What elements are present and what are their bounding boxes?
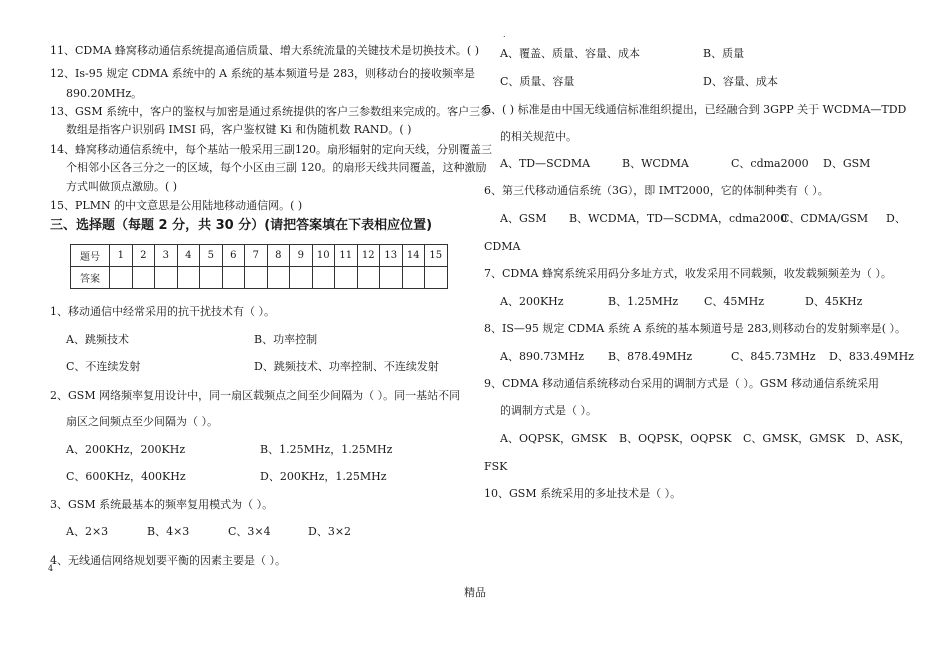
- answer-cell[interactable]: [335, 267, 358, 289]
- choice-1-option-c: C、不连续发射: [66, 360, 141, 373]
- section-title: 三、选择题（每题 2 分，共 30 分）(请把答案填在下表相应位置): [50, 218, 433, 233]
- choice-4: 4、无线通信网络规划要平衡的因素主要是（ ）。: [50, 554, 286, 567]
- table-header-answer: 答案: [71, 267, 110, 289]
- table-header-number: 题号: [71, 245, 110, 267]
- choice-7-option-a: A、200KHz: [500, 295, 564, 308]
- table-number-cell: 15: [425, 245, 448, 267]
- answer-cell[interactable]: [110, 267, 133, 289]
- top-mark: .: [503, 30, 506, 39]
- question-11: 11、CDMA 蜂窝移动通信系统提高通信质量、增大系统流量的关键技术是切换技术。( ): [50, 44, 480, 57]
- choice-5-option-b: B、WCDMA: [622, 157, 689, 170]
- answer-cell[interactable]: [290, 267, 313, 289]
- choice-5-line2: 的相关规范中。: [500, 130, 577, 143]
- question-15: 15、PLMN 的中文意思是公用陆地移动通信网。( ): [50, 199, 303, 212]
- question-12-line2: 890.20MHz。: [66, 87, 143, 100]
- answer-cell[interactable]: [267, 267, 290, 289]
- choice-1-option-a: A、跳频技术: [66, 333, 129, 346]
- choice-6: 6、第三代移动通信系统（3G），即 IMT2000，它的体制种类有（ ）。: [484, 184, 829, 197]
- question-12-line1: 12、Is-95 规定 CDMA 系统中的 A 系统的基本频道号是 283，则移动台的接收频率是: [50, 67, 476, 80]
- question-14-line3: 方式叫做顶点激励。( ): [66, 180, 178, 193]
- table-number-cell: 10: [312, 245, 335, 267]
- choice-8-option-a: A、890.73MHz: [500, 350, 585, 363]
- answer-cell[interactable]: [222, 267, 245, 289]
- choice-5-option-d: D、GSM: [823, 157, 871, 170]
- table-number-cell: 7: [245, 245, 268, 267]
- choice-8-option-b: B、878.49MHz: [608, 350, 693, 363]
- answer-cell[interactable]: [155, 267, 178, 289]
- choice-7-option-d: D、45KHz: [805, 295, 863, 308]
- choice-7-option-c: C、45MHz: [704, 295, 765, 308]
- choice-3-option-d: D、3×2: [308, 525, 352, 538]
- answer-cell[interactable]: [245, 267, 268, 289]
- choice-2-option-c: C、600KHz，400KHz: [66, 470, 186, 483]
- footer-label: 精品: [464, 586, 486, 599]
- table-number-cell: 13: [380, 245, 403, 267]
- choice-1-option-b: B、功率控制: [254, 333, 318, 346]
- choice-7: 7、CDMA 蜂窝系统采用码分多址方式，收发采用不同载频，收发载频频差为（ ）。: [484, 267, 892, 280]
- choice-5-option-c: C、cdma2000: [731, 157, 809, 170]
- choice-10: 10、GSM 系统采用的多址技术是（ ）。: [484, 487, 682, 500]
- question-13-line2: 数组是指客户识别码 IMSI 码，客户鉴权键 Ki 和伪随机数 RAND。( ): [66, 123, 412, 136]
- choice-5-line1: 5、( ) 标准是由中国无线通信标准组织提出，已经融合到 3GPP 关于 WCDMA—TDD: [484, 103, 907, 116]
- table-number-cell: 5: [200, 245, 223, 267]
- choice-8-option-d: D、833.49MHz: [829, 350, 914, 363]
- answer-cell[interactable]: [425, 267, 448, 289]
- answer-cell[interactable]: [200, 267, 223, 289]
- table-number-cell: 3: [155, 245, 178, 267]
- answer-cell[interactable]: [132, 267, 155, 289]
- choice-1-option-d: D、跳频技术、功率控制、不连续发射: [254, 360, 439, 373]
- choice-4-option-c: C、质量、容量: [500, 75, 575, 88]
- choice-2-line1: 2、GSM 网络频率复用设计中，同一扇区载频点之间至少间隔为（ ）。同一基站不同: [50, 389, 461, 402]
- choice-9-line2: 的调制方式是（ ）。: [500, 404, 597, 417]
- choice-4-option-b: B、质量: [703, 47, 745, 60]
- table-number-cell: 14: [402, 245, 425, 267]
- choice-5-option-a: A、TD—SCDMA: [500, 157, 591, 170]
- answer-cell[interactable]: [312, 267, 335, 289]
- choice-9-option-d: D、ASK，: [856, 432, 911, 445]
- choice-2-option-a: A、200KHz，200KHz: [66, 443, 186, 456]
- choice-4-option-a: A、覆盖、质量、容量、成本: [500, 47, 640, 60]
- table-row-answers: [71, 267, 448, 289]
- answer-cell[interactable]: [380, 267, 403, 289]
- choice-1: 1、移动通信中经常采用的抗干扰技术有（ ）。: [50, 305, 275, 318]
- table-number-cell: 12: [357, 245, 380, 267]
- choice-3-option-c: C、3×4: [228, 525, 271, 538]
- question-14-line2: 个相邻小区各三分之一的区域，每个小区由三副 120。的扇形天线共同覆盖，这种激励: [66, 161, 487, 174]
- page-marker: 4: [48, 564, 54, 573]
- table-number-cell: 11: [335, 245, 358, 267]
- choice-7-option-b: B、1.25MHz: [608, 295, 679, 308]
- question-13-line1: 13、GSM 系统中，客户的鉴权与加密是通过系统提供的客户三参数组来完成的。客户三参: [50, 105, 492, 118]
- choice-4-option-d: D、容量、成本: [703, 75, 778, 88]
- choice-6-option-d: D、: [886, 212, 906, 225]
- table-row-numbers: [71, 245, 448, 267]
- table-number-cell: 6: [222, 245, 245, 267]
- answer-cell[interactable]: [357, 267, 380, 289]
- choice-6-option-b: B、WCDMA，TD—SCDMA，cdma2000: [569, 212, 788, 225]
- question-14-line1: 14、蜂窝移动通信系统中，每个基站一般采用三副120。扇形辐射的定向天线，分别覆盖三: [50, 143, 492, 156]
- choice-8: 8、IS—95 规定 CDMA 系统 A 系统的基本频道号是 283,则移动台的发射频率是( ）。: [484, 322, 907, 335]
- choice-6-wrap: CDMA: [484, 240, 521, 253]
- choice-9-option-b: B、OQPSK，OQPSK: [619, 432, 732, 445]
- choice-2-option-b: B、1.25MHz，1.25MHz: [260, 443, 393, 456]
- choice-9-wrap: FSK: [484, 460, 508, 473]
- table-number-cell: 9: [290, 245, 313, 267]
- answer-table: [70, 244, 448, 289]
- table-number-cell: 8: [267, 245, 290, 267]
- choice-9-option-c: C、GMSK，GMSK: [743, 432, 846, 445]
- choice-3-option-a: A、2×3: [66, 525, 109, 538]
- choice-8-option-c: C、845.73MHz: [731, 350, 816, 363]
- choice-9-option-a: A、OQPSK，GMSK: [500, 432, 607, 445]
- choice-6-option-a: A、GSM: [500, 212, 547, 225]
- table-number-cell: 1: [110, 245, 133, 267]
- table-number-cell: 2: [132, 245, 155, 267]
- answer-cell[interactable]: [402, 267, 425, 289]
- table-number-cell: 4: [177, 245, 200, 267]
- choice-9-line1: 9、CDMA 移动通信系统移动台采用的调制方式是（ ）。GSM 移动通信系统采用: [484, 377, 880, 390]
- choice-3: 3、GSM 系统最基本的频率复用模式为（ ）。: [50, 498, 274, 511]
- answer-cell[interactable]: [177, 267, 200, 289]
- choice-2-line2: 扇区之间频点至少间隔为（ ）。: [66, 415, 218, 428]
- choice-3-option-b: B、4×3: [147, 525, 190, 538]
- choice-6-option-c: C、CDMA/GSM: [781, 212, 869, 225]
- choice-2-option-d: D、200KHz，1.25MHz: [260, 470, 387, 483]
